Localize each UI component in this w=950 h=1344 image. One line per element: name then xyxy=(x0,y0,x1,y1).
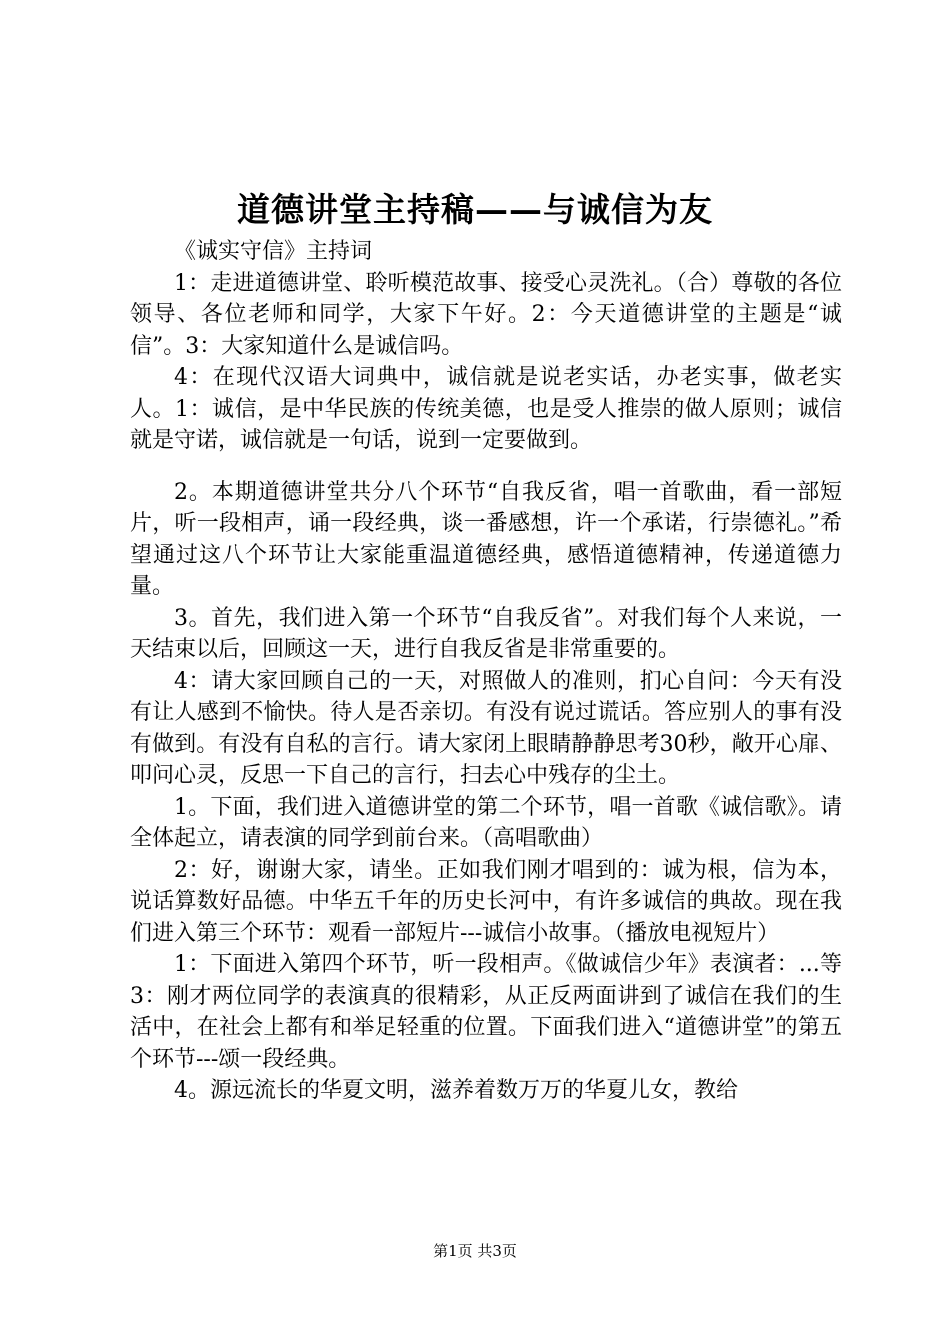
paragraph: 4：请大家回顾自己的一天，对照做人的准则，扪心自问：今天有没有让人感到不愉快。待人是否亲切。有没有说过谎话。答应别人的事有没有做到。有没有自私的言行。请大家闭上眼睛静静思考30秒，敞开心扉、叩问心灵，反思一下自己的言行，扫去心中残存的尘土。 xyxy=(130,668,842,788)
document-subtitle: 《诚实守信》主持词 xyxy=(174,239,373,264)
paragraph: 4。源远流长的华夏文明，滋养着数万万的华夏儿女，教给 xyxy=(174,1078,738,1103)
paragraph: 1：走进道德讲堂、聆听模范故事、接受心灵洗礼。（合）尊敬的各位领导、各位老师和同学，大家下午好。2：今天道德讲堂的主题是“诚信”。3：大家知道什么是诚信吗。 xyxy=(130,270,842,359)
paragraph: 4：在现代汉语大词典中，诚信就是说老实话，办老实事，做老实人。1：诚信，是中华民族的传统美德，也是受人推崇的做人原则；诚信就是守诺，诚信就是一句话，说到一定要做到。 xyxy=(130,365,842,453)
document-body xyxy=(130,236,842,1107)
paragraph: 3。首先，我们进入第一个环节“自我反省”。对我们每个人来说，一天结束以后，回顾这一天，进行自我反省是非常重要的。 xyxy=(130,605,842,662)
paragraph: 2：好，谢谢大家，请坐。正如我们刚才唱到的：诚为根，信为本，说话算数好品德。中华五千年的历史长河中，有许多诚信的典故。现在我们进入第三个环节：观看一部短片---诚信小故事。（播放电视短片） xyxy=(130,857,842,946)
document-title: 道德讲堂主持稿——与诚信为友 xyxy=(237,190,713,229)
paragraph: 2。本期道德讲堂共分八个环节“自我反省，唱一首歌曲，看一部短片，听一段相声，诵一段经典，谈一番感想，许一个承诺，行崇德礼。”希望通过这八个环节让大家能重温道德经典，感悟道德精神，传递道德力量。 xyxy=(130,479,842,599)
paragraph: 1：下面进入第四个环节，听一段相声。《做诚信少年》表演者：...等3：刚才两位同学的表演真的很精彩，从正反两面讲到了诚信在我们的生活中，在社会上都有和举足轻重的位置。下面我们进入“道德讲堂”的第五个环节---颂一段经典。 xyxy=(130,952,842,1072)
paragraph: 1。下面，我们进入道德讲堂的第二个环节，唱一首歌《诚信歌》。请全体起立，请表演的同学到前台来。（高唱歌曲） xyxy=(130,794,842,851)
page-number-footer: 第1页 共3页 xyxy=(433,1242,517,1260)
